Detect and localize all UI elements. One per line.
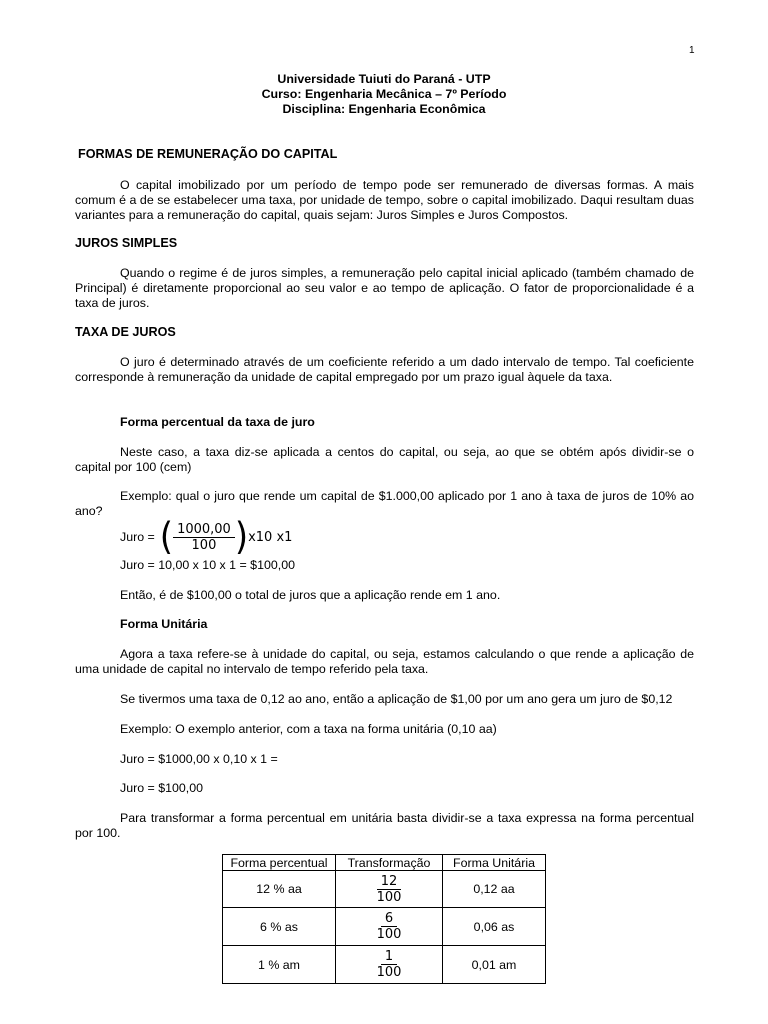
formula-juro xyxy=(120,517,292,557)
paragraph-juros-simples: Quando o regime é de juros simples, a remuneração pelo capital inicial aplicado (também chamado de Principal) é diretamente proporcional ao seu valor e ao tempo de aplicação. O fator de proporcionalidade é a taxa de juros. xyxy=(75,266,694,310)
fraction-denominator: 100 xyxy=(376,889,402,905)
fraction-numerator: 1 xyxy=(381,949,397,965)
section-title-juros-simples: JUROS SIMPLES xyxy=(75,236,178,250)
table-header-cell: Transformação xyxy=(336,855,443,871)
table-cell-transformacao xyxy=(336,908,443,946)
header-university: Universidade Tuiuti do Paraná - UTP xyxy=(277,72,491,86)
table-cell-unitaria: 0,06 as xyxy=(443,908,546,946)
formula-denominator: 100 xyxy=(191,537,217,553)
paragraph-forma-percentual: Neste caso, a taxa diz-se aplicada a centos do capital, ou seja, ao que se obtém após dividir-se o capital por 100 (cem) xyxy=(75,445,694,474)
table-cell-transformacao xyxy=(336,871,443,908)
section-title-taxa-juros: TAXA DE JUROS xyxy=(75,325,176,339)
fraction xyxy=(377,949,402,980)
subsection-title-forma-percentual: Forma percentual da taxa de juro xyxy=(120,415,315,429)
table-header-cell: Forma Unitária xyxy=(443,855,546,871)
fraction-numerator: 12 xyxy=(377,874,402,890)
paragraph-transformar: Para transformar a forma percentual em unitária basta dividir-se a taxa expressa na forma percentual por 100. xyxy=(75,811,694,840)
table-row xyxy=(223,908,546,946)
paren-left-icon: ( xyxy=(159,515,174,559)
header-discipline: Disciplina: Engenharia Econômica xyxy=(282,102,486,116)
table-cell-unitaria: 0,12 aa xyxy=(443,871,546,908)
fraction-numerator: 6 xyxy=(381,911,397,927)
paragraph-taxa-juros: O juro é determinado através de um coeficiente referido a um dado intervalo de tempo. Tal coeficiente corresponde à remuneração da unidade de capital empregado por um prazo igual àquele da taxa. xyxy=(75,355,694,384)
line-juro-unitaria: Juro = $1000,00 x 0,10 x 1 = xyxy=(120,752,278,766)
table-header-row xyxy=(223,855,546,871)
fraction-denominator: 100 xyxy=(376,965,402,980)
paren-right-icon: ) xyxy=(234,515,249,559)
table-row xyxy=(223,946,546,984)
fraction xyxy=(377,874,402,905)
formula-lhs: Juro = xyxy=(120,530,155,544)
formula-numerator: 1000,00 xyxy=(173,522,235,538)
page-number: 1 xyxy=(689,45,695,56)
line-exemplo-unitaria: Exemplo: O exemplo anterior, com a taxa na forma unitária (0,10 aa) xyxy=(120,722,497,736)
paragraph-exemplo-percentual: Exemplo: qual o juro que rende um capital de $1.000,00 aplicado por 1 ano à taxa de juros de 10% ao ano? xyxy=(75,489,694,518)
line-entao: Então, é de $100,00 o total de juros que a aplicação rende em 1 ano. xyxy=(120,588,501,602)
line-juro-calc: Juro = 10,00 x 10 x 1 = $100,00 xyxy=(120,558,295,572)
line-taxa-012: Se tivermos uma taxa de 0,12 ao ano, então a aplicação de $1,00 por um ano gera um juro de $0,12 xyxy=(120,692,673,706)
paragraph-remuneracao: O capital imobilizado por um período de tempo pode ser remunerado de diversas formas. A mais comum é a de se estabelecer uma taxa, por unidade de tempo, sobre o capital imobilizado. Daqui resultam duas variantes para a remuneração do capital, quais sejam: Juros Simples e Juros Compostos. xyxy=(75,178,694,222)
line-juro-resultado: Juro = $100,00 xyxy=(120,781,204,795)
table-cell-percentual: 1 % am xyxy=(223,946,336,984)
table-cell-percentual: 12 % aa xyxy=(223,871,336,908)
header-course: Curso: Engenharia Mecânica – 7º Período xyxy=(261,87,507,101)
table-header-cell: Forma percentual xyxy=(223,855,336,871)
fraction xyxy=(377,911,402,942)
section-title-remuneracao: FORMAS DE REMUNERAÇÃO DO CAPITAL xyxy=(78,147,338,161)
formula-rhs: x10 x1 xyxy=(248,529,293,545)
table-cell-unitaria: 0,01 am xyxy=(443,946,546,984)
table-cell-percentual: 6 % as xyxy=(223,908,336,946)
conversion-table xyxy=(222,854,546,984)
table-row xyxy=(223,871,546,908)
formula-fraction xyxy=(173,522,235,553)
table-cell-transformacao xyxy=(336,946,443,984)
paragraph-forma-unitaria: Agora a taxa refere-se à unidade do capital, ou seja, estamos calculando o que rende a aplicação de uma unidade de capital no intervalo de tempo referido pela taxa. xyxy=(75,647,694,676)
fraction-denominator: 100 xyxy=(376,927,402,942)
subsection-title-forma-unitaria: Forma Unitária xyxy=(120,617,208,631)
